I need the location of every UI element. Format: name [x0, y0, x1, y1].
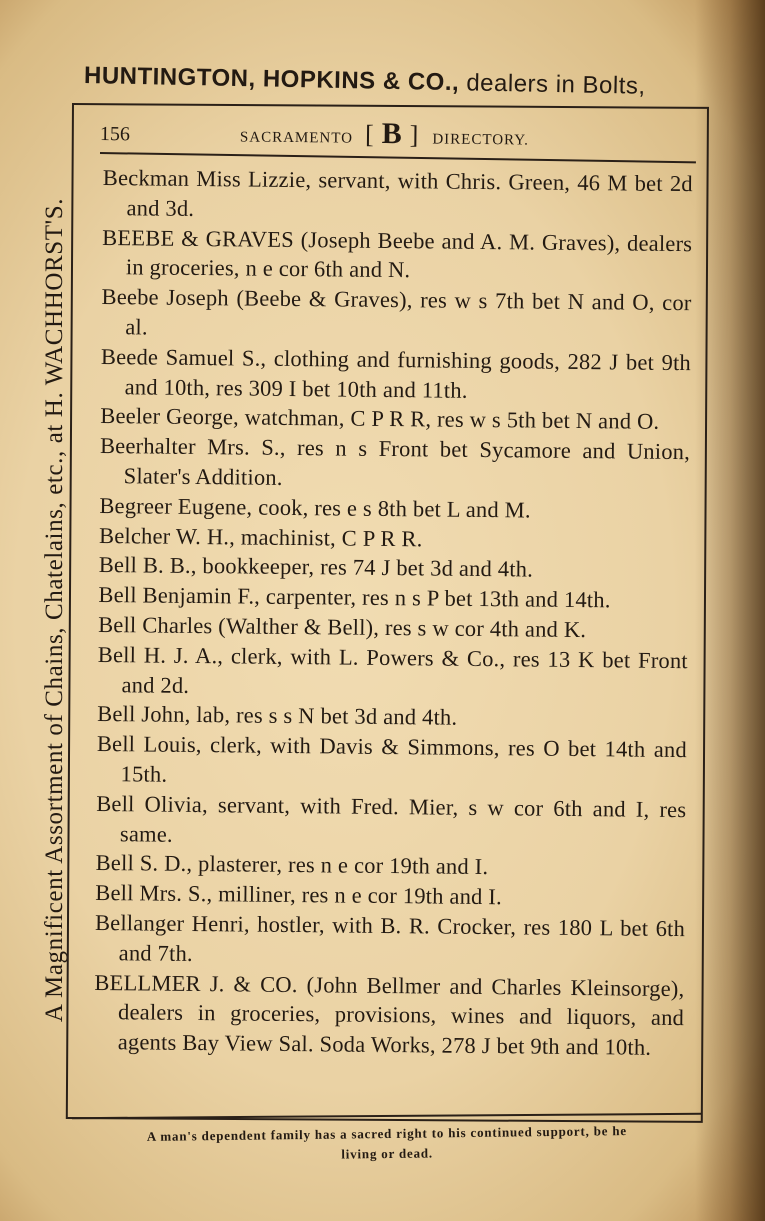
running-head-advertisement: [84, 62, 724, 102]
directory-entry: Bell Benjamin F., carpenter, res n s P bet 13th and 14th.: [98, 582, 611, 613]
directory-entry: Bell Mrs. S., milliner, res n e cor 19th and I.: [95, 880, 503, 910]
directory-entry: Bell Charles (Walther & Bell), res s w cor 4th and K.: [98, 611, 587, 643]
bracket-close: ]: [409, 120, 419, 150]
directory-entry: Beeler George, watchman, C P R R, res w s 5th bet N and O.: [100, 403, 660, 435]
directory-entry: Bell Olivia, servant, with Fred. Mier, s w cor 6th and I, res same.: [96, 790, 687, 847]
directory-entry: Bell Louis, clerk, with Davis & Simmons, res O bet 14th and 15th.: [96, 731, 688, 787]
running-head-bold: HUNTINGTON, HOPKINS & CO.,: [83, 62, 460, 97]
directory-entry: Belcher W. H., machinist, C P R R.: [98, 522, 423, 551]
footer-motto: [72, 1120, 702, 1168]
directory-entry: Beckman Miss Lizzie, servant, with Chris. Green, 46 M bet 2d and 3d.: [102, 164, 693, 221]
page-number: 156: [99, 123, 131, 146]
directory-entry: Begreer Eugene, cook, res e s 8th bet L and M.: [99, 492, 531, 523]
footer-line-2: living or dead.: [341, 1145, 434, 1162]
directory-entry: Beebe Joseph (Beebe & Graves), res w s 7th bet N and O, cor al.: [101, 284, 692, 340]
bracket-open: [: [364, 119, 374, 149]
directory-entry: Bell John, lab, res s s N bet 3d and 4th.: [97, 701, 458, 731]
directory-entry: Bell S. D., plasterer, res n e cor 19th and I.: [95, 850, 489, 880]
directory-entry: BELLMER J. & CO. (John Bellmer and Charles Kleinsorge), dealers in groceries, provisions, wines and liquors, and agents Bay View Sal. Soda Works, 278 J bet 9th and 10th.: [94, 969, 685, 1060]
directory-entries: [94, 163, 693, 1063]
header-title: DIRECTORY.: [432, 131, 530, 149]
footer-line-1: A man's dependent family has a sacred right to his continued support, be he: [146, 1123, 628, 1144]
section-letter: B: [381, 116, 402, 151]
directory-entry: Bell B. B., bookkeeper, res 74 J bet 3d and 4th.: [98, 552, 534, 582]
page-header: [100, 114, 690, 154]
directory-entry: Beerhalter Mrs. S., res n s Front bet Sycamore and Union, Slater's Addition.: [99, 433, 691, 490]
directory-entry: Bellanger Henri, hostler, with B. R. Crocker, res 180 L bet 6th and 7th.: [94, 909, 686, 966]
side-advertisement: A Magnificent Assortment of Chains, Chatelains, etc., at H. WACHHORST'S.: [41, 197, 68, 1023]
directory-entry: Bell H. J. A., clerk, with L. Powers & Co., res 13 K bet Front and 2d.: [97, 641, 688, 698]
header-city: SACRAMENTO: [239, 129, 354, 147]
directory-entry: BEEBE & GRAVES (Joseph Beebe and A. M. Graves), dealers in groceries, n e cor 6th and N.: [102, 224, 693, 283]
directory-entry: Beede Samuel S., clothing and furnishing goods, 282 J bet 9th and 10th, res 309 I bet 10th and 11th.: [100, 343, 692, 403]
running-head-rest: dealers in Bolts,: [458, 69, 646, 100]
